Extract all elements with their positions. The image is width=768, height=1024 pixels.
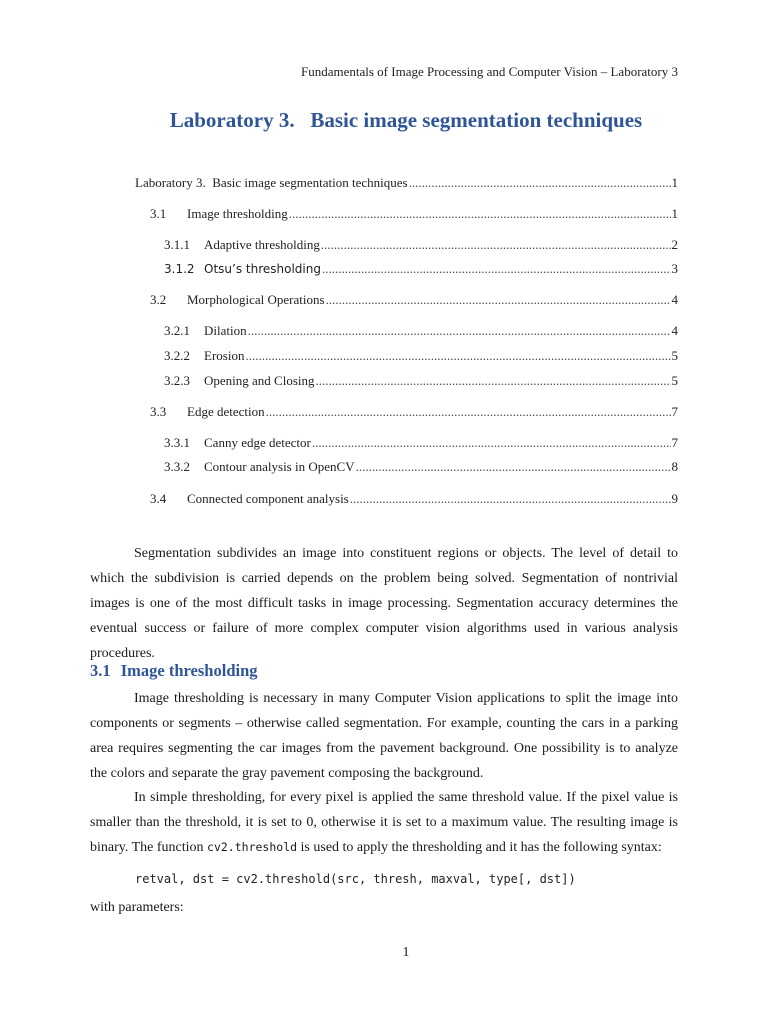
toc-entry-number: 3.1	[150, 206, 167, 221]
toc-leader-dots	[326, 292, 671, 308]
toc-entry-title: Opening and Closing	[204, 373, 315, 388]
paragraph-text: is used to apply the thresholding and it has the following syntax:	[297, 840, 662, 855]
toc-leader-dots	[245, 348, 670, 364]
toc-entry-page: 2	[671, 237, 678, 252]
toc-entry[interactable]	[164, 348, 678, 364]
toc-entry-page: 1	[671, 175, 678, 190]
toc-entry[interactable]	[164, 323, 678, 339]
toc-entry-page: 3	[671, 261, 678, 276]
title-text: Basic image segmentation techniques	[310, 108, 643, 132]
toc-leader-dots	[312, 435, 671, 451]
toc-leader-dots	[289, 206, 671, 222]
toc-entry-number: 3.1.1	[164, 237, 190, 252]
page-number: 1	[402, 945, 410, 960]
toc-leader-dots	[248, 323, 671, 339]
toc-entry-page: 5	[671, 348, 678, 363]
toc-entry-page: 7	[671, 404, 678, 419]
toc-entry[interactable]	[164, 261, 678, 277]
toc-leader-dots	[356, 459, 671, 475]
toc-entry-title: Dilation	[204, 323, 247, 338]
toc-entry[interactable]	[150, 491, 678, 507]
toc-entry-page: 1	[671, 206, 678, 221]
inline-code: cv2.threshold	[207, 840, 298, 854]
with-parameters-text: with parameters:	[90, 900, 184, 915]
toc-entry-number: 3.4	[150, 491, 167, 506]
toc-entry[interactable]	[164, 459, 678, 475]
toc-leader-dots	[321, 237, 671, 253]
toc-entry[interactable]	[150, 404, 678, 420]
title-number: Laboratory 3.	[169, 108, 295, 132]
toc-entry-title: Basic image segmentation techniques	[212, 175, 408, 190]
intro-paragraph: Segmentation subdivides an image into constituent regions or objects. The level of detail to which the subdivision is carried depends on the problem being solved. Segmentation of nontrivial images is one of the most difficult tasks in image processing. Segmentation accuracy determines the eventual success or failure of more complex computer vision algorithms used in various analysis procedures.	[90, 546, 678, 661]
toc-entry-number: 3.2.2	[164, 348, 190, 363]
toc-entry[interactable]	[150, 292, 678, 308]
toc-entry[interactable]	[164, 237, 678, 253]
toc-leader-dots	[409, 175, 671, 191]
section-title: Image thresholding	[120, 661, 258, 680]
toc-entry[interactable]	[164, 435, 678, 451]
thresholding-paragraph-2	[90, 785, 678, 860]
toc-entry-number: 3.3.1	[164, 435, 190, 450]
section-number: 3.1	[90, 661, 111, 680]
toc-entry-page: 5	[671, 373, 678, 388]
section-heading	[90, 661, 258, 681]
toc-entry-title: Contour analysis in OpenCV	[204, 459, 355, 474]
code-syntax-line: retval, dst = cv2.threshold(src, thresh, maxval, type[, dst])	[135, 872, 576, 886]
toc-entry-title: Image thresholding	[187, 206, 288, 221]
toc-entry-title: Otsu’s thresholding	[204, 262, 321, 276]
toc-entry-number: 3.2.3	[164, 373, 190, 388]
thresholding-paragraph-1: Image thresholding is necessary in many Computer Vision applications to split the image into components or segments – otherwise called segmentation. For example, counting the cars in a parking area requires segmenting the car images from the pavement background. One possibility is to analyze the colors and separate the gray pavement composing the background.	[90, 691, 678, 781]
paragraph-text: In simple thresholding, for every pixel is applied the same threshold value. If the pixel value is smaller than the threshold, it is set to 0, otherwise it is set to a maximum value. The resulting image is binary. The function	[90, 790, 678, 855]
running-header: Fundamentals of Image Processing and Computer Vision – Laboratory 3	[301, 64, 678, 79]
toc-entry-page: 8	[671, 459, 678, 474]
toc-entry-page: 4	[671, 323, 678, 338]
toc-entry-number: 3.3.2	[164, 459, 190, 474]
toc-entry-number: 3.3	[150, 404, 167, 419]
toc-entry[interactable]	[164, 373, 678, 389]
toc-entry-number: 3.1.2	[164, 262, 195, 276]
toc-entry-title: Connected component analysis	[187, 491, 349, 506]
toc-entry[interactable]	[135, 175, 678, 191]
page-title	[0, 108, 768, 133]
toc-entry-number: 3.2	[150, 292, 167, 307]
toc-entry-title: Erosion	[204, 348, 245, 363]
toc-entry-title: Adaptive thresholding	[204, 237, 320, 252]
toc-leader-dots	[322, 261, 671, 277]
toc-entry-title: Morphological Operations	[187, 292, 325, 307]
toc-entry[interactable]	[150, 206, 678, 222]
toc-entry-page: 9	[671, 491, 678, 506]
toc-entry-title: Edge detection	[187, 404, 265, 419]
toc-entry-page: 4	[671, 292, 678, 307]
toc-entry-number: 3.2.1	[164, 323, 190, 338]
toc-leader-dots	[316, 373, 671, 389]
toc-entry-number: Laboratory 3.	[135, 175, 206, 190]
toc-leader-dots	[350, 491, 671, 507]
toc-leader-dots	[266, 404, 671, 420]
toc-entry-page: 7	[671, 435, 678, 450]
toc-entry-title: Canny edge detector	[204, 435, 311, 450]
